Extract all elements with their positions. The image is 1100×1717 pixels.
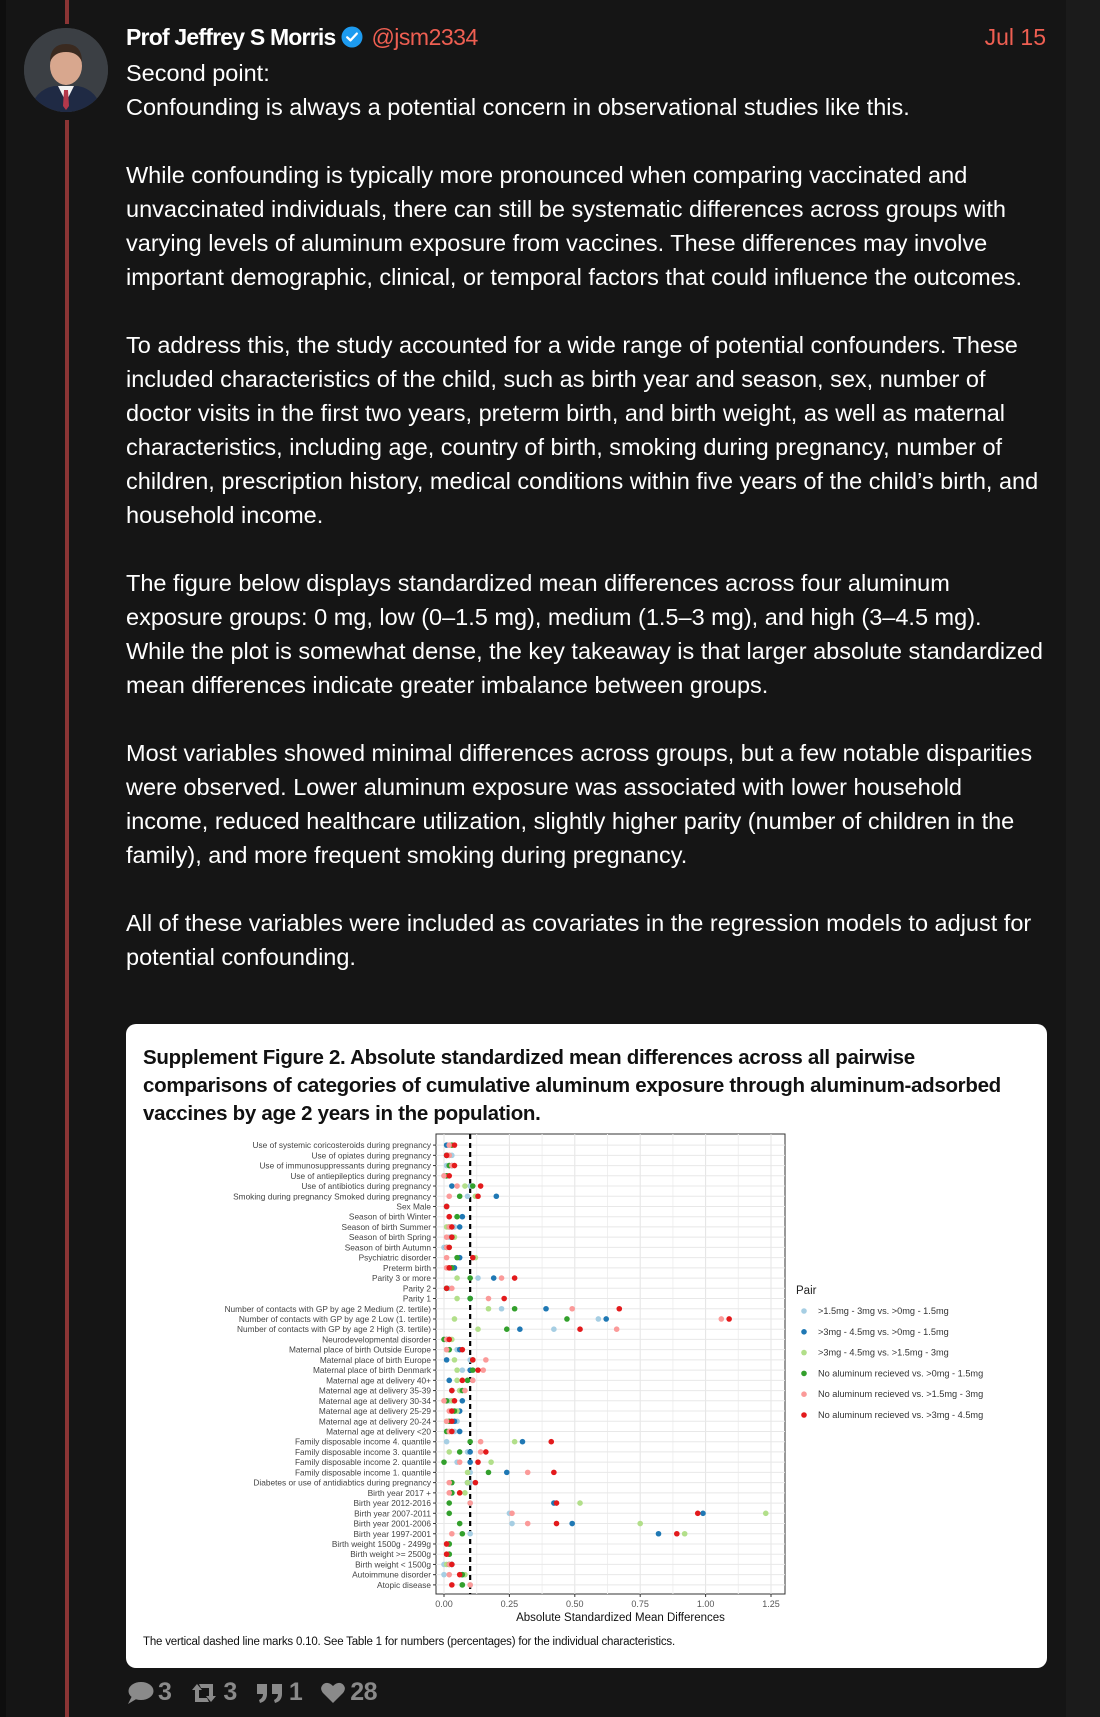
y-tick-label: Family disposable income 4. quantile	[294, 1436, 431, 1447]
attached-figure-image[interactable]	[126, 1024, 1047, 1668]
data-point	[475, 1326, 481, 1332]
data-point	[446, 1214, 452, 1220]
y-tick-label: Season of birth Winter	[348, 1211, 431, 1222]
data-point	[548, 1439, 554, 1445]
data-point	[454, 1367, 460, 1373]
y-tick-label: Sex Male	[396, 1201, 431, 1212]
reply-count: 3	[158, 1678, 172, 1706]
data-point	[483, 1357, 489, 1363]
data-point	[467, 1449, 473, 1455]
data-point	[460, 1398, 466, 1404]
data-point	[446, 1193, 452, 1199]
data-point	[444, 1255, 450, 1261]
data-point	[517, 1326, 523, 1332]
data-point	[486, 1306, 492, 1312]
post	[126, 20, 1046, 974]
y-tick-label: Parity 3 or more	[371, 1273, 431, 1284]
data-point	[444, 1347, 450, 1353]
y-tick-label: Birth year 2001-2006	[353, 1518, 431, 1529]
data-point	[462, 1183, 468, 1189]
data-point	[512, 1439, 518, 1445]
data-point	[483, 1449, 489, 1455]
data-point	[616, 1306, 622, 1312]
data-point	[470, 1367, 476, 1373]
data-point	[564, 1316, 570, 1322]
data-point	[596, 1316, 602, 1322]
data-point	[446, 1142, 452, 1148]
y-tick-label: Maternal age at delivery 30-34	[318, 1395, 431, 1406]
data-point	[449, 1562, 455, 1568]
data-point	[457, 1449, 463, 1455]
y-tick-label: Number of contacts with GP by age 2 Medium (2. tertile)	[224, 1303, 431, 1314]
data-point	[488, 1459, 494, 1465]
data-point	[449, 1531, 455, 1537]
data-point	[446, 1245, 452, 1251]
data-point	[452, 1316, 458, 1322]
x-tick-label: 0.50	[566, 1599, 584, 1609]
y-tick-label: Atopic disease	[377, 1579, 431, 1590]
quote-marks-icon	[255, 1681, 285, 1705]
author-photo-icon	[24, 28, 108, 112]
y-tick-label: Maternal place of birth Europe	[319, 1354, 431, 1365]
data-point	[449, 1388, 455, 1394]
data-point	[470, 1357, 476, 1363]
data-point	[460, 1378, 466, 1384]
verified-badge-icon	[341, 26, 363, 48]
data-point	[449, 1183, 455, 1189]
data-point	[554, 1500, 560, 1506]
data-point	[441, 1572, 447, 1578]
data-point	[446, 1337, 452, 1343]
heart-icon	[320, 1681, 346, 1705]
data-point	[449, 1285, 455, 1291]
y-tick-label: Smoking during pregnancy Smoked during pregnancy	[233, 1191, 431, 1202]
y-tick-label: Birth weight 1500g - 2499g	[331, 1538, 431, 1549]
legend-title: Pair	[796, 1285, 817, 1297]
data-point	[452, 1398, 458, 1404]
data-point	[441, 1459, 447, 1465]
data-point	[460, 1582, 466, 1588]
data-point	[467, 1439, 473, 1445]
data-point	[457, 1429, 463, 1435]
data-point	[467, 1500, 473, 1506]
data-point	[614, 1326, 620, 1332]
data-point	[446, 1490, 452, 1496]
speech-bubble-icon	[126, 1680, 154, 1706]
y-tick-label: Preterm birth	[383, 1262, 431, 1273]
data-point	[700, 1510, 706, 1516]
y-tick-label: Birth year 2017 +	[367, 1487, 431, 1498]
data-point	[554, 1521, 560, 1527]
y-tick-label: Birth year 1997-2001	[353, 1528, 431, 1539]
data-point	[499, 1275, 505, 1281]
y-tick-label: Season of birth Summer	[341, 1221, 431, 1232]
data-point	[457, 1490, 463, 1496]
author-handle[interactable]: @jsm2334	[371, 23, 478, 50]
data-point	[475, 1275, 481, 1281]
data-point	[454, 1255, 460, 1261]
y-tick-label: Birth year 2012-2016	[353, 1498, 431, 1509]
repost-count: 3	[223, 1678, 237, 1706]
author-name[interactable]: Prof Jeffrey S Morris	[126, 23, 336, 50]
data-point	[454, 1378, 460, 1384]
data-point	[444, 1153, 450, 1159]
y-tick-label: Maternal age at delivery 25-29	[318, 1406, 431, 1417]
data-point	[467, 1531, 473, 1537]
data-point	[452, 1142, 458, 1148]
data-point	[444, 1204, 450, 1210]
data-point	[457, 1193, 463, 1199]
repost-button[interactable]	[189, 1678, 236, 1707]
data-point	[478, 1183, 484, 1189]
y-tick-label: Maternal age at delivery 20-24	[318, 1416, 431, 1427]
data-point	[470, 1255, 476, 1261]
data-point	[475, 1459, 481, 1465]
data-point	[465, 1378, 471, 1384]
data-point	[462, 1490, 468, 1496]
data-point	[460, 1347, 466, 1353]
quote-count: 1	[288, 1678, 303, 1706]
post-date[interactable]: Jul 15	[984, 24, 1046, 50]
data-point	[449, 1582, 455, 1588]
data-point	[446, 1265, 452, 1271]
y-tick-label: Parity 1	[402, 1293, 431, 1304]
x-tick-label: 0.25	[500, 1599, 519, 1609]
data-point	[465, 1480, 471, 1486]
quote-button[interactable]	[255, 1678, 302, 1707]
y-tick-label: Diabetes or use of antidiabtics during pregnancy	[253, 1477, 431, 1488]
data-point	[499, 1306, 505, 1312]
data-point	[457, 1572, 463, 1578]
data-point	[674, 1531, 680, 1537]
data-point	[467, 1459, 473, 1465]
data-point	[449, 1408, 455, 1414]
y-tick-label: Birth weight < 1500g	[355, 1559, 431, 1570]
data-point	[494, 1193, 500, 1199]
figure-title: Supplement Figure 2. Absolute standardized mean differences across all pairwise comparisons of categories of cumulative aluminum exposure through aluminum-adsorbed vaccines by age 2 years in the population.	[143, 1046, 1001, 1125]
data-point	[441, 1398, 447, 1404]
y-tick-label: Neurodevelopmental disorder	[322, 1334, 431, 1345]
post-paragraph: To address this, the study accounted for a wide range of potential confounders. These included characteristics of the child, such as birth year and season, sex, number of doctor visits in the first two years, preterm birth, and birth weight, as well as maternal characteristics, including age, country of birth, smoking during pregnancy, number of children, prescription history, medical conditions within five years of the child’s birth, and household income.	[126, 332, 1039, 528]
data-point	[509, 1510, 515, 1516]
right-scroll-gutter	[1066, 0, 1100, 1717]
reply-button[interactable]	[126, 1678, 171, 1707]
data-point	[454, 1183, 460, 1189]
data-point	[763, 1510, 769, 1516]
data-point	[444, 1234, 450, 1240]
data-point	[525, 1470, 531, 1476]
data-point	[726, 1316, 732, 1322]
data-point	[491, 1275, 497, 1281]
data-point	[449, 1224, 455, 1230]
data-point	[682, 1531, 688, 1537]
y-tick-label: Maternal place of birth Denmark	[312, 1365, 431, 1376]
data-point	[551, 1470, 557, 1476]
like-count: 28	[350, 1678, 378, 1706]
data-point	[569, 1306, 575, 1312]
data-point	[454, 1214, 460, 1220]
thread-line-top	[65, 0, 69, 24]
data-point	[465, 1470, 471, 1476]
data-point	[460, 1214, 466, 1220]
data-point	[446, 1480, 452, 1486]
data-point	[467, 1275, 473, 1281]
y-tick-label: Use of antibiotics during pregnancy	[301, 1181, 431, 1192]
data-point	[470, 1183, 476, 1189]
data-point	[478, 1449, 484, 1455]
data-point	[512, 1306, 518, 1312]
like-button[interactable]	[320, 1678, 377, 1707]
data-point	[457, 1224, 463, 1230]
y-tick-label: Number of contacts with GP by age 2 High (3. tertile)	[237, 1324, 431, 1335]
data-point	[460, 1531, 466, 1537]
y-tick-label: Parity 2	[402, 1283, 431, 1294]
data-point	[637, 1521, 643, 1527]
figure-footnote: The vertical dashed line marks 0.10. See Table 1 for numbers (percentages) for the individual characteristics.	[143, 1636, 675, 1648]
y-tick-label: Psychiatric disorder	[358, 1252, 431, 1263]
data-point	[457, 1459, 463, 1465]
y-tick-label: Maternal age at delivery 35-39	[318, 1385, 431, 1396]
x-tick-label: 0.75	[631, 1599, 649, 1609]
data-point	[603, 1316, 609, 1322]
thread-line-bottom	[65, 120, 69, 1717]
legend-item: No aluminum recieved vs. >3mg - 4.5mg	[818, 1410, 984, 1420]
data-point	[441, 1173, 447, 1179]
y-tick-label: Family disposable income 2. quantile	[294, 1457, 431, 1468]
data-point	[470, 1378, 476, 1384]
data-point	[520, 1439, 526, 1445]
x-tick-label: 1.00	[696, 1599, 715, 1609]
y-tick-label: Use of systemic coricosteroids during pregnancy	[252, 1140, 431, 1151]
y-tick-label: Birth year 2007-2011	[354, 1508, 431, 1519]
data-point	[480, 1367, 486, 1373]
data-point	[446, 1449, 452, 1455]
data-point	[577, 1326, 583, 1332]
data-point	[449, 1418, 455, 1424]
x-axis-label: Absolute Standardized Mean Differences	[516, 1612, 725, 1624]
data-point	[543, 1306, 549, 1312]
y-tick-label: Maternal place of birth Outside Europe	[288, 1344, 431, 1355]
y-tick-label: Number of contacts with GP by age 2 Low (1. tertile)	[238, 1313, 431, 1324]
post-paragraph: The figure below displays standardized mean differences across four aluminum exposure groups: 0 mg, low (0–1.5 mg), medium (1.5–3 mg), and high (3–4.5 mg). While the plot is somewhat dense, the key takeaway is that larger absolute standardized mean differences indicate greater imbalance between groups.	[126, 570, 1044, 698]
data-point	[473, 1480, 479, 1486]
post-actions	[126, 1678, 395, 1707]
y-tick-label: Autoimmune disorder	[352, 1569, 431, 1580]
data-point	[525, 1521, 531, 1527]
data-point	[444, 1357, 450, 1363]
data-point	[444, 1285, 450, 1291]
y-tick-label: Season of birth Spring	[348, 1232, 431, 1243]
legend-item: >3mg - 4.5mg vs. >0mg - 1.5mg	[818, 1326, 949, 1337]
post-paragraph: All of these variables were included as covariates in the regression models to adjust for potential confounding.	[126, 910, 1032, 970]
y-tick-label: Use of immunosuppressants during pregnancy	[259, 1160, 431, 1171]
data-point	[449, 1234, 455, 1240]
data-point	[504, 1326, 510, 1332]
data-point	[454, 1275, 460, 1281]
y-tick-label: Season of birth Autumn	[344, 1242, 431, 1253]
data-point	[444, 1439, 450, 1445]
data-point	[452, 1357, 458, 1363]
left-margin	[0, 0, 6, 1717]
data-point	[457, 1521, 463, 1527]
y-tick-label: Use of opiates during pregnancy	[311, 1150, 431, 1161]
data-point	[512, 1275, 518, 1281]
post-paragraph: Second point:	[126, 60, 270, 86]
data-point	[478, 1439, 484, 1445]
data-point	[449, 1429, 455, 1435]
y-tick-label: Use of antiepileptics during pregnancy	[290, 1170, 431, 1181]
data-point	[446, 1572, 452, 1578]
data-point	[446, 1378, 452, 1384]
legend-item: >3mg - 4.5mg vs. >1.5mg - 3mg	[818, 1347, 949, 1358]
data-point	[446, 1173, 452, 1179]
data-point	[501, 1296, 507, 1302]
data-point	[551, 1326, 557, 1332]
data-point	[569, 1521, 575, 1527]
y-tick-label: Family disposable income 3. quantile	[294, 1446, 431, 1457]
y-tick-label: Maternal age at delivery <20	[326, 1426, 431, 1437]
y-tick-label: Maternal age at delivery 40+	[326, 1375, 431, 1386]
y-tick-label: Family disposable income 1. quantile	[294, 1467, 431, 1478]
data-point	[467, 1582, 473, 1588]
data-point	[454, 1296, 460, 1302]
data-point	[486, 1296, 492, 1302]
post-paragraph: Most variables showed minimal differences across groups, but a few notable disparities were observed. Lower aluminum exposure was associated with lower household income, reduced healthcare utilization, slightly higher parity (number of children in the family), and more frequent smoking during pregnancy.	[126, 740, 1033, 868]
data-point	[460, 1367, 466, 1373]
avatar[interactable]	[24, 28, 108, 112]
data-point	[444, 1418, 450, 1424]
data-point	[475, 1367, 481, 1373]
data-point	[656, 1531, 662, 1537]
y-tick-label: Birth weight >= 2500g	[350, 1549, 431, 1560]
data-point	[577, 1500, 583, 1506]
post-body	[126, 56, 1046, 974]
data-point	[486, 1470, 492, 1476]
data-point	[462, 1388, 468, 1394]
data-point	[446, 1510, 452, 1516]
data-point	[444, 1541, 450, 1547]
smd-dot-plot	[126, 1024, 1047, 1668]
data-point	[695, 1510, 701, 1516]
legend-item: No aluminum recieved vs. >0mg - 1.5mg	[818, 1368, 984, 1379]
data-point	[446, 1500, 452, 1506]
post-paragraph: While confounding is typically more pronounced when comparing vaccinated and unvaccinated individuals, there can still be systematic differences across groups with varying levels of aluminum exposure from vaccines. These differences may involve important demographic, clinical, or temporal factors that could influence the outcomes.	[126, 162, 1023, 290]
data-point	[452, 1163, 458, 1169]
data-point	[467, 1296, 473, 1302]
data-point	[718, 1316, 724, 1322]
data-point	[475, 1193, 481, 1199]
post-header	[126, 20, 1046, 54]
data-point	[509, 1521, 515, 1527]
data-point	[444, 1551, 450, 1557]
repost-arrows-icon	[189, 1681, 219, 1705]
x-tick-label: 0.00	[435, 1599, 453, 1609]
data-point	[504, 1470, 510, 1476]
post-paragraph: Confounding is always a potential concern in observational studies like this.	[126, 94, 910, 120]
legend-item: >1.5mg - 3mg vs. >0mg - 1.5mg	[818, 1306, 949, 1316]
legend-item: No aluminum recieved vs. >1.5mg - 3mg	[818, 1389, 984, 1400]
x-tick-label: 1.25	[762, 1599, 780, 1609]
data-point	[465, 1193, 471, 1199]
